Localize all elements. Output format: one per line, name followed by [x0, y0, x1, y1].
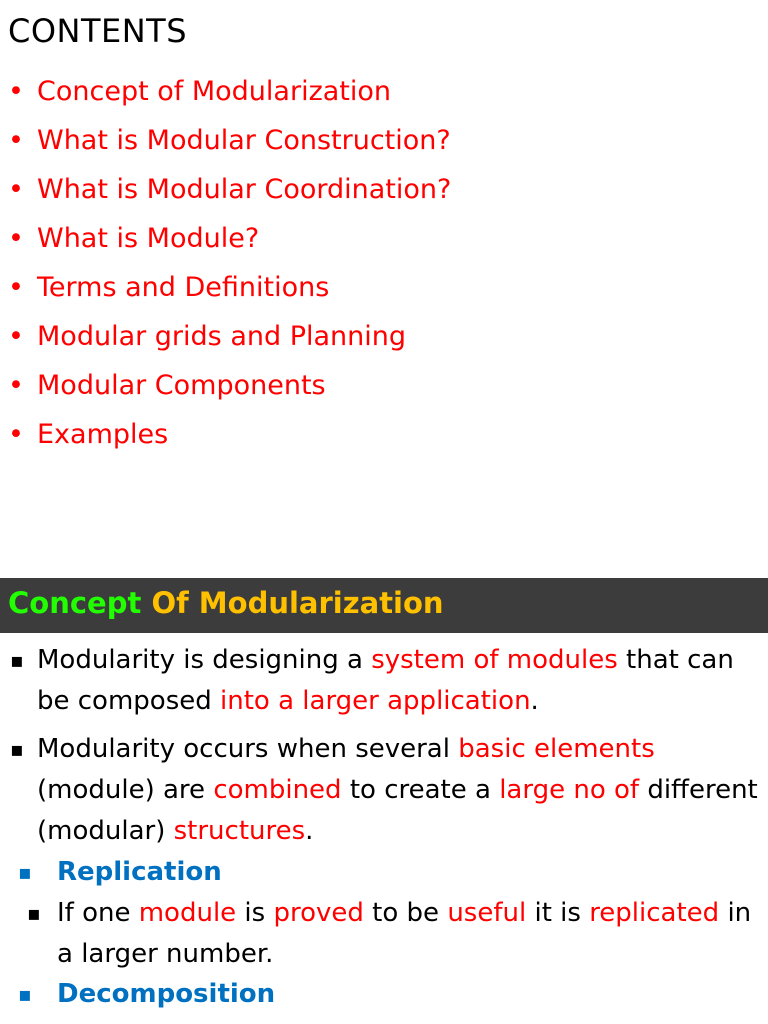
square-bullet-icon: ▪ [10, 648, 24, 672]
bullet-icon: • [8, 223, 24, 254]
blue-square-bullet-icon: ▪ [18, 860, 32, 884]
title-band [0, 578, 768, 633]
list-item: • Concept of Modularization [8, 76, 392, 107]
list-item: • What is Modular Construction? [8, 125, 451, 156]
list-item: • Modular grids and Planning [8, 321, 407, 352]
list-item: • Modular Components [8, 370, 326, 401]
square-bullet-icon: ▪ [10, 737, 24, 761]
bullet-icon: • [8, 321, 24, 352]
bullet-icon: • [8, 272, 24, 303]
blue-square-bullet-icon: ▪ [18, 982, 32, 1006]
list-item: • What is Modular Coordination? [8, 174, 452, 205]
list-item: • What is Module? [8, 223, 260, 254]
contents-list [0, 76, 451, 468]
concept-title: Concept Of Modularization [8, 586, 444, 620]
contents-title: CONTENTS [8, 12, 188, 50]
bullet-icon: • [8, 174, 24, 205]
bullet-icon: • [8, 419, 24, 450]
list-item: • Examples [8, 419, 169, 450]
square-bullet-icon: ▪ [27, 901, 41, 925]
list-item: • Terms and Definitions [8, 272, 330, 303]
bullet-icon: • [8, 370, 24, 401]
bullet-icon: • [8, 125, 24, 156]
bullet-icon: • [8, 76, 24, 107]
concept-slide: Concept Of Modularization ▪ Modularity is designing a system of modules that can be composed into a larger application. ▪ Modularity occurs when several basic elements (module) are combined to create a large no of different (modular) structures. ▪ Replication ▪ If one module is proved to be useful it is replicated in a larger number. ▪ Decomposition [0, 578, 768, 1024]
